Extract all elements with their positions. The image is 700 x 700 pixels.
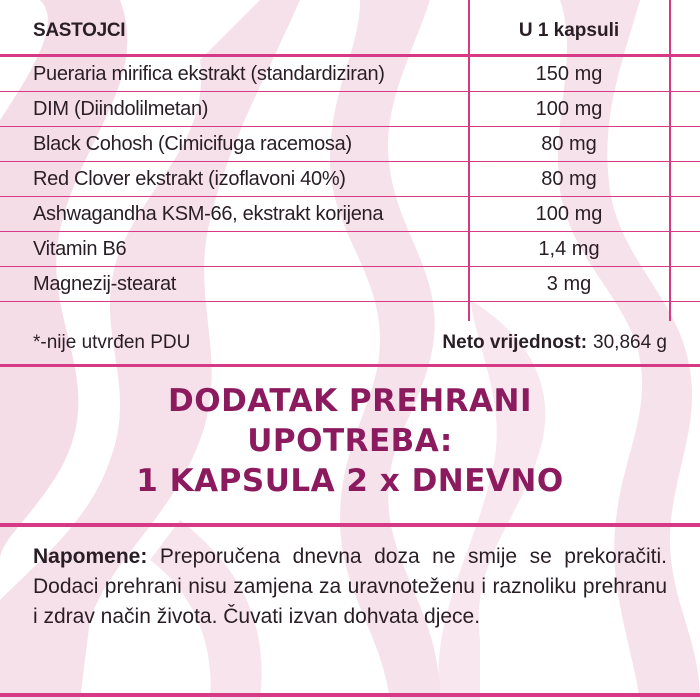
ingredient-amount: 100 mg [535,202,603,225]
ingredient-amount: 100 mg [535,97,603,120]
table-row [0,197,700,232]
ingredient-amount: 1,4 mg [538,237,600,260]
notes-text: Preporučena dnevna doza ne smije se prekoračiti. Dodaci prehrani nisu zamjena za uravnoteženu i raznoliku prehranu i zdrav način života. Čuvati izvan dohvata djece. [33,545,667,628]
ingredient-name: DIM (Diindolilmetan) [33,97,209,120]
ingredient-amount: 3 mg [546,272,592,295]
table-row [0,57,700,92]
ingredient-amount: 150 mg [535,62,603,85]
ingredient-name: Black Cohosh (Cimicifuga racemosa) [33,132,352,155]
dosage-heading: 1 KAPSULA 2 x DNEVNO [136,463,564,499]
ingredient-name: Red Clover ekstrakt (izoflavoni 40%) [33,167,346,190]
product-category-heading: DODATAK PREHRANI [167,383,532,419]
ingredient-amount: 80 mg [541,132,597,155]
ingredient-name: Magnezij-stearat [33,272,177,295]
footnote-text: *-nije utvrđen PDU [33,331,191,353]
table-row [0,267,700,302]
column-header-ingredients: SASTOJCI [33,20,126,41]
notes-label: Napomene: [33,545,148,568]
ingredient-name: Vitamin B6 [33,237,127,260]
ingredient-name: Ashwagandha KSM-66, ekstrakt korijena [33,202,384,225]
table-right-border [669,0,671,321]
net-weight-label: Neto vrijednost: [442,331,588,353]
ingredients-table [0,0,700,302]
net-weight-value: 30,864 g [593,331,667,353]
ingredient-name: Pueraria mirifica ekstrakt (standardiziran) [33,62,385,85]
table-row [0,232,700,267]
table-row [0,127,700,162]
usage-heading: UPOTREBA: [247,423,453,459]
table-row [0,162,700,197]
bottom-divider [0,693,700,697]
table-header-row [0,0,700,57]
usage-headings [0,381,700,501]
table-row [0,92,700,127]
ingredient-amount: 80 mg [541,167,597,190]
table-footer [0,321,700,367]
section-divider [0,523,700,527]
column-header-amount: U 1 kapsuli [518,20,620,41]
table-column-divider [468,0,470,321]
net-weight [442,321,667,364]
notes-paragraph [33,542,667,632]
